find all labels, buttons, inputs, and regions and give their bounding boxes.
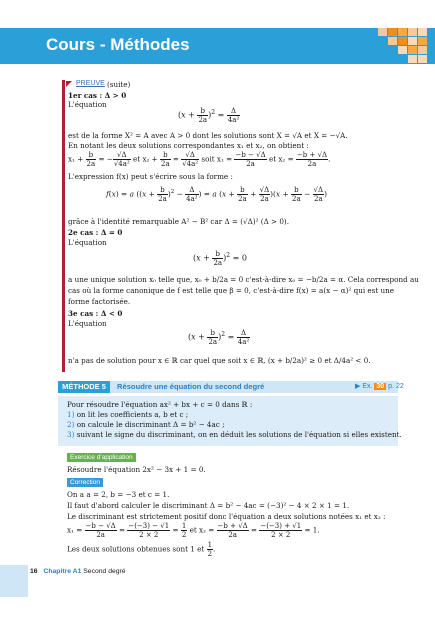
case3-title: 3e cas : Δ < 0: [68, 309, 123, 318]
exercise-number-badge: 30: [376, 383, 385, 390]
case1-factorization: f(x) = a ((x + $\frac{b}{2a}$ )$^2$ − $\frac{\Delta}{\text{4a²}}$ ) = a (x + $\frac{b}{2a}$ + $\frac{√\Delta}{2a}$ )(x + $\frac{b}{2a}$ − $\frac{√\Delta}{2a}$ ): [106, 186, 327, 203]
case2-title: 2e cas : Δ = 0: [68, 228, 123, 237]
case1-equation: (x + $\frac{b}{2a}$ )$^2$ = $\frac{\Delta}{\text{4a²}}$: [178, 107, 240, 124]
case1-title: 1er cas : Δ > 0: [68, 91, 127, 100]
method-intro: Pour résoudre l'équation ax² + bx + c = 0 dans ℝ :: [67, 400, 253, 409]
correction-tag: Correction: [67, 478, 103, 487]
correction-conclusion: Les deux solutions obtenues sont 1 et $\frac{1}{2}$ .: [67, 541, 216, 558]
exercise-statement: Résoudre l'équation 2x² − 3x + 1 = 0.: [67, 465, 206, 474]
case3-line1: n'a pas de solution pour x ∈ ℝ car quel que soit x ∈ ℝ, (x + b/2a)² ≥ 0 et Δ/4a² < 0.: [68, 356, 371, 365]
case2-line2: cas où la forme canonique de f est telle que β = 0, c'est-à-dire f(x) = a(x − α)² qui est une: [68, 286, 395, 295]
case1-line3: x₁ + $\frac{b}{2a}$ = − $\frac{√\Delta}{\text{√4a²}}$ et x₂ + $\frac{b}{2a}$ = $\frac{√\Delta}{\text{√4a²}}$ soit x₁ = $\frac{-b - √\Delta}{2a}$ et x₂ = $\frac{-b + √\Delta}{2a}$ .: [68, 151, 331, 168]
correction-line2: Il faut d'abord calculer le discriminant Δ = b² − 4ac = (−3)² − 4 × 2 × 1 = 1.: [67, 501, 350, 510]
case1-equation-label: L'équation: [68, 100, 107, 109]
proof-suite: (suite): [107, 80, 131, 89]
page-number: 16: [30, 568, 38, 575]
correction-solutions: x₁ = $\frac{-b - √\Delta}{2a}$ = $\frac{-(-3) - √1}{2 \times 2}$ = $\frac{1}{2}$ et x₂ = $\frac{-b + √\Delta}{2a}$ = $\frac{-(-3) + √1}{2 \times 2}$ = 1.: [67, 522, 320, 539]
case2-line3: forme factorisée.: [68, 297, 131, 306]
case3-equation: (x + $\frac{b}{2a}$ )$^2$ = $\frac{\Delta}{\text{4a²}}$: [188, 329, 250, 346]
correction-line1: On a a = 2, b = −3 et c = 1.: [67, 490, 170, 499]
proof-side-bar: [62, 80, 65, 372]
method-title: Résoudre une équation du second degré: [117, 382, 265, 391]
footer: [30, 568, 126, 575]
case2-equation: (x + $\frac{b}{2a}$ )$^2$ = 0: [193, 250, 247, 267]
case1-line5: grâce à l'identité remarquable A² − B² car Δ = (√Δ)² (Δ > 0).: [68, 217, 290, 226]
page-title: Cours - Méthodes: [46, 35, 190, 54]
footer-box: [0, 565, 28, 597]
case2-line1: a une unique solution x₀ telle que, x₀ + b/2a = 0 c'est-à-dire x₀ = −b/2a = α. Cela correspond au: [68, 275, 419, 284]
proof-tag: PREUVE: [76, 80, 105, 87]
chapter-label: Chapitre A1: [43, 568, 82, 575]
method-step-1: 1) on lit les coefficients a, b et c ;: [67, 410, 189, 419]
chapter-title: Second degré: [83, 568, 126, 575]
method-step-3: 3) suivant le signe du discriminant, on en déduit les solutions de l'équation si elles existent.: [67, 430, 402, 439]
case1-line4: L'expression f(x) peut s'écrire sous la forme :: [68, 172, 233, 181]
decorative-squares: [378, 28, 435, 80]
method-step-2: 2) on calcule le discriminant Δ = b² − 4ac ;: [67, 420, 225, 429]
case2-equation-label: L'équation: [68, 238, 107, 247]
exercise-tag: Exercice d'application: [67, 453, 136, 462]
exercise-reference-link[interactable]: ▶ Ex. 30 p. 22: [355, 383, 404, 390]
method-label: MÉTHODE 5: [58, 381, 110, 393]
correction-line3: Le discriminant est strictement positif donc l'équation a deux solutions notées x₁ et x₂ :: [67, 512, 386, 521]
case1-line2: En notant les deux solutions correspondantes x₁ et x₂, on obtient :: [68, 141, 309, 150]
case3-equation-label: L'équation: [68, 319, 107, 328]
case1-line1: est de la forme X² = A avec A > 0 dont les solutions sont X = √A et X = −√A.: [68, 131, 348, 140]
